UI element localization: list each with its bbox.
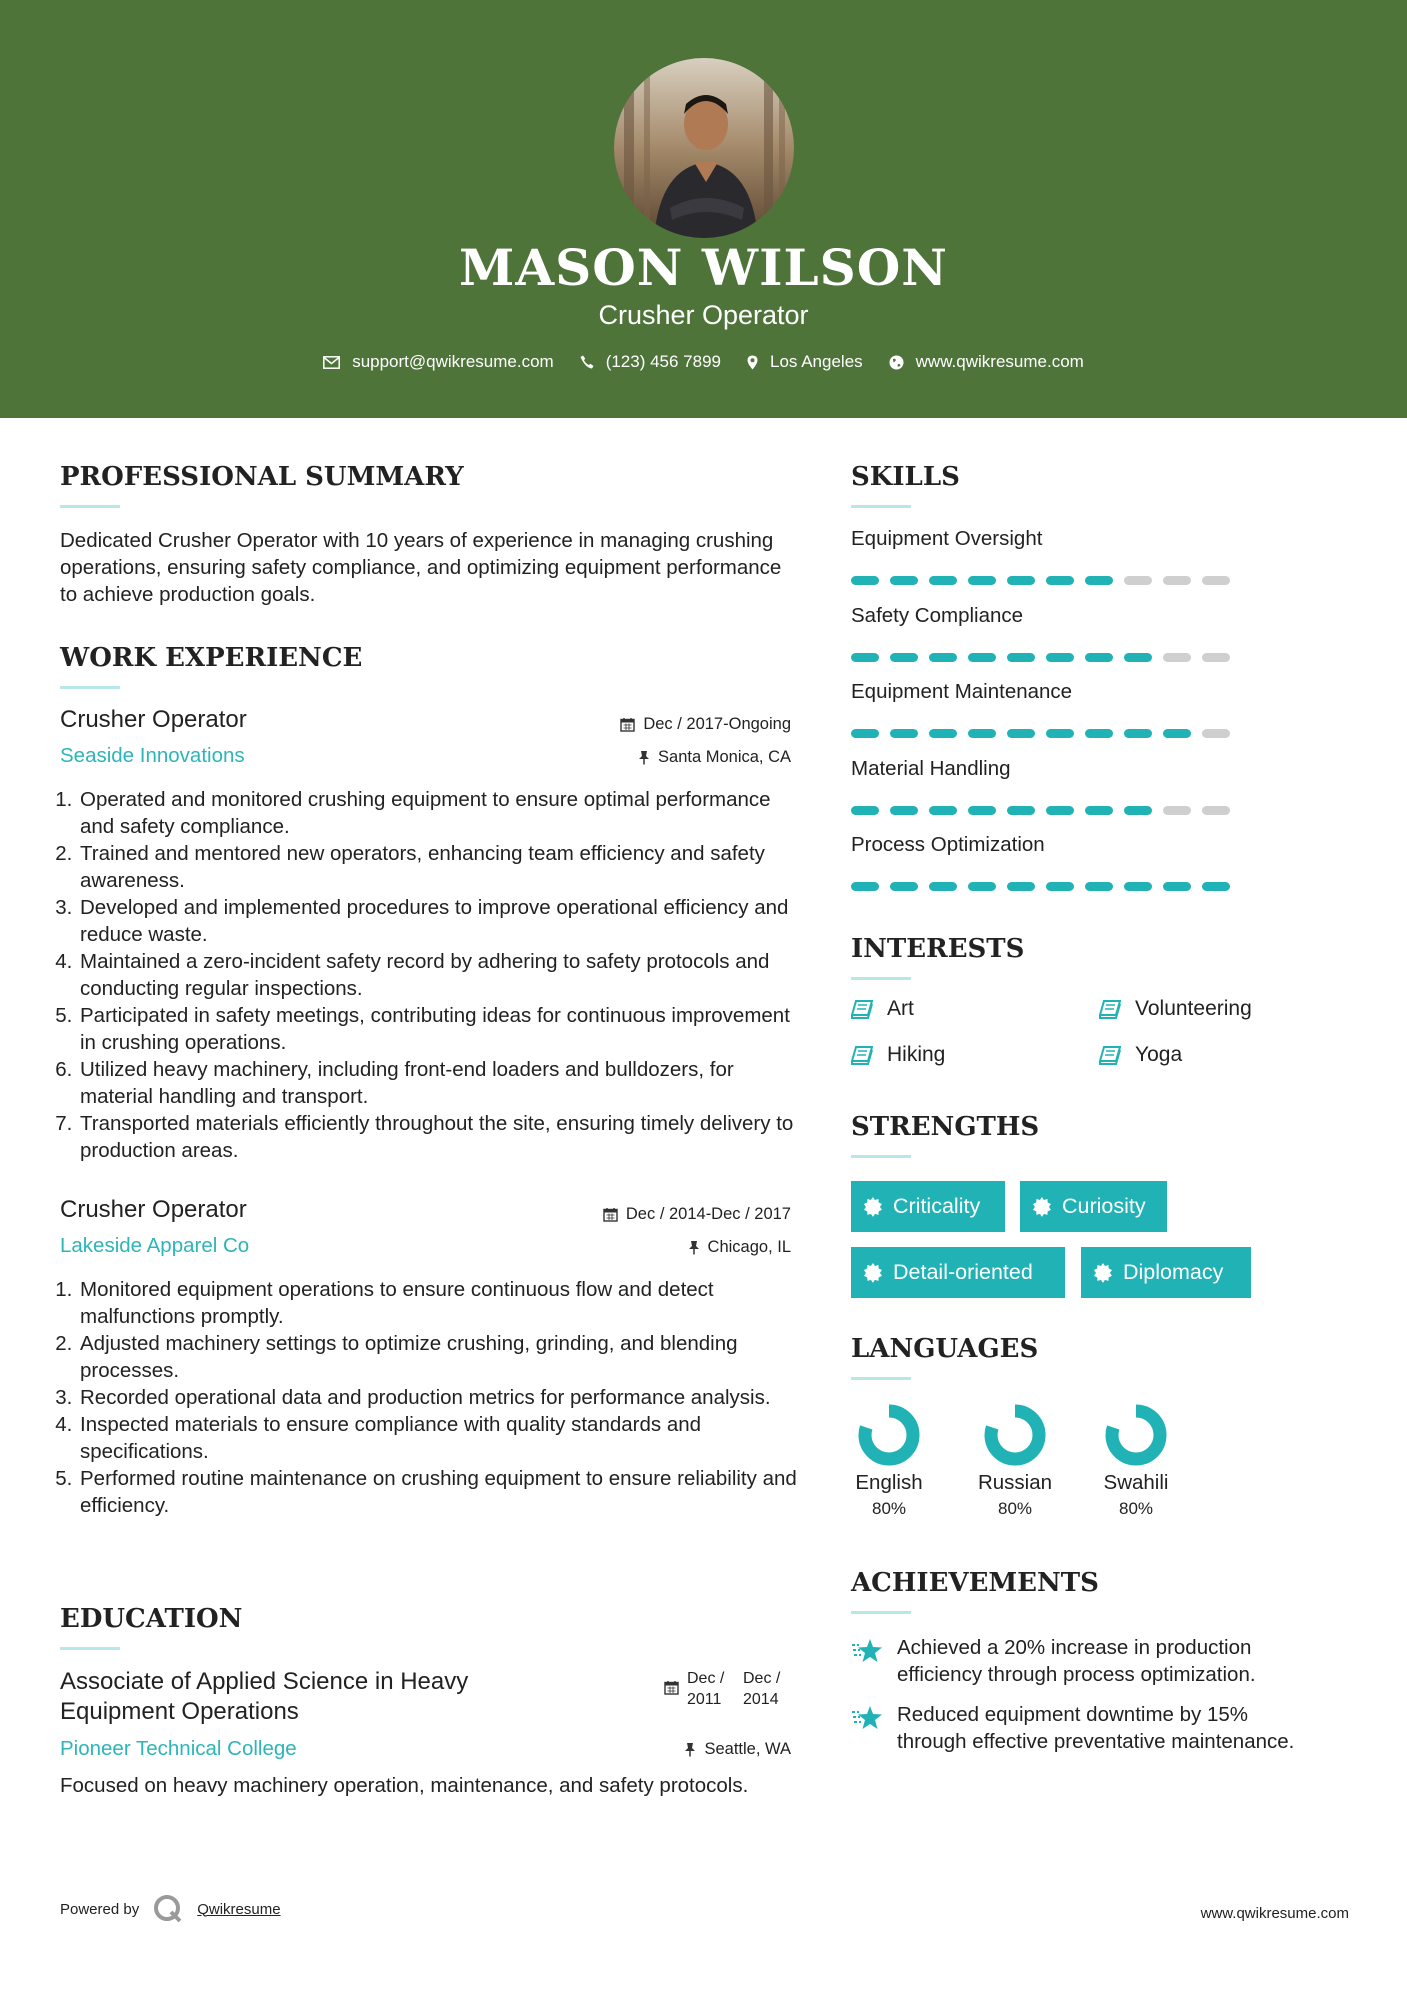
contact-website[interactable]	[889, 352, 1084, 372]
badge-icon	[1093, 1263, 1113, 1283]
skill-dot	[890, 729, 918, 738]
skill-dot	[1163, 882, 1191, 891]
list-item: 4. Inspected materials to ensure compliance with quality standards and specifications.	[78, 1411, 808, 1465]
contact-bar	[0, 352, 1407, 372]
star-icon	[851, 1638, 883, 1664]
job-1-title: Crusher Operator	[60, 706, 247, 733]
skill-dot	[890, 806, 918, 815]
pushpin-icon	[638, 750, 650, 765]
skill-dot	[890, 576, 918, 585]
strength-tag	[1081, 1247, 1251, 1298]
list-item: 5. Participated in safety meetings, contributing ideas for continuous improvement in crushing operations.	[78, 1002, 808, 1056]
strengths-rule	[851, 1155, 911, 1158]
skill-dot	[1163, 576, 1191, 585]
strength-label: Diplomacy	[1123, 1260, 1224, 1284]
language-ring-arc	[991, 1411, 1039, 1459]
skill-dot	[1046, 729, 1074, 738]
skill-dot	[929, 576, 957, 585]
skill-dot	[1202, 653, 1230, 662]
calendar-icon	[664, 1680, 679, 1695]
skill-dot	[851, 576, 879, 585]
skill-dot	[851, 653, 879, 662]
interests-rule	[851, 977, 911, 980]
skill-dot	[1046, 806, 1074, 815]
skill-dot	[1046, 653, 1074, 662]
education-location	[560, 1740, 791, 1759]
language-item	[1086, 1403, 1186, 1519]
job-1-location	[520, 748, 791, 767]
calendar-icon	[620, 717, 635, 732]
skill-dot	[1046, 576, 1074, 585]
education-heading: EDUCATION	[60, 1604, 243, 1634]
achievements-heading: ACHIEVEMENTS	[851, 1568, 1099, 1598]
interest-item-yoga	[1099, 1043, 1182, 1067]
skill-dot	[851, 806, 879, 815]
language-ring	[857, 1403, 921, 1467]
job-1-bullets	[48, 786, 808, 1164]
language-name: English	[855, 1471, 923, 1494]
interest-item-hiking	[851, 1043, 945, 1067]
language-name: Russian	[977, 1471, 1053, 1494]
education-school[interactable]: Pioneer Technical College	[60, 1737, 297, 1760]
skill-dot	[968, 653, 996, 662]
skills-heading: SKILLS	[851, 462, 960, 492]
skill-dot	[1007, 729, 1035, 738]
skill-label: Safety Compliance	[851, 603, 1024, 627]
list-item: 1. Operated and monitored crushing equipment to ensure optimal performance and safety compliance.	[78, 786, 808, 840]
list-item: 5. Performed routine maintenance on crushing equipment to ensure reliability and efficiency.	[78, 1465, 808, 1519]
envelope-icon	[323, 356, 340, 369]
list-item: 3. Recorded operational data and production metrics for performance analysis.	[78, 1384, 808, 1411]
list-item: 1. Monitored equipment operations to ensure continuous flow and detect malfunctions promptly.	[78, 1276, 808, 1330]
language-ring	[983, 1403, 1047, 1467]
skill-meter	[851, 576, 1230, 585]
phone-icon	[580, 355, 594, 369]
education-date-end: Dec / 2014	[743, 1670, 781, 1708]
badge-icon	[1032, 1197, 1052, 1217]
qwikresume-link[interactable]: Qwikresume	[197, 1900, 281, 1918]
skill-dot	[890, 653, 918, 662]
skill-dot	[1202, 882, 1230, 891]
skill-dot	[1124, 806, 1152, 815]
phone-text: (123) 456 7899	[605, 352, 722, 371]
job-2-company[interactable]: Lakeside Apparel Co	[60, 1234, 250, 1257]
skill-dot	[1007, 882, 1035, 891]
skill-dot	[929, 882, 957, 891]
book-icon	[851, 1000, 873, 1019]
experience-heading: WORK EXPERIENCE	[60, 643, 363, 673]
skill-label: Process Optimization	[851, 833, 1045, 856]
strength-label: Curiosity	[1062, 1194, 1146, 1218]
language-ring	[1104, 1403, 1168, 1467]
skill-meter	[851, 653, 1230, 662]
language-percent: 80%	[871, 1499, 907, 1518]
strength-tag	[851, 1181, 1005, 1232]
book-icon	[1099, 1000, 1121, 1019]
skill-dot	[1046, 882, 1074, 891]
interest-label: Yoga	[1135, 1043, 1183, 1066]
list-item: 2. Adjusted machinery settings to optimize crushing, grinding, and blending processes.	[78, 1330, 808, 1384]
interest-label: Hiking	[887, 1043, 946, 1066]
skill-meter	[851, 806, 1230, 815]
book-icon	[851, 1046, 873, 1065]
skill-dot	[1202, 729, 1230, 738]
skill-dot	[1085, 653, 1113, 662]
job-2-location-text: Chicago, IL	[707, 1238, 791, 1256]
skill-dot	[1007, 806, 1035, 815]
skill-dot	[1085, 882, 1113, 891]
globe-icon	[889, 355, 904, 370]
skill-dot	[968, 806, 996, 815]
resume-header	[0, 0, 1407, 418]
education-location-text: Seattle, WA	[704, 1740, 791, 1758]
languages-rule	[851, 1377, 911, 1380]
job-1-date-text: Dec / 2017-Ongoing	[643, 715, 791, 733]
skill-dot	[929, 653, 957, 662]
website-text: www.qwikresume.com	[915, 352, 1084, 371]
skill-dot	[1007, 576, 1035, 585]
skill-dot	[1202, 576, 1230, 585]
contact-email[interactable]	[323, 352, 554, 372]
skill-dot	[1124, 576, 1152, 585]
list-item: 2. Trained and mentored new operators, enhancing team efficiency and safety awareness.	[78, 840, 808, 894]
achievement-text: Achieved a 20% increase in production efficiency through process optimization.	[897, 1636, 1256, 1686]
skill-dot	[1007, 653, 1035, 662]
job-2-bullets	[48, 1276, 808, 1519]
strength-tag	[851, 1247, 1065, 1298]
skill-label: Equipment Oversight	[851, 527, 1043, 550]
language-ring-arc	[1112, 1411, 1160, 1459]
skill-dot	[1202, 806, 1230, 815]
strengths-heading: STRENGTHS	[851, 1112, 1040, 1142]
job-2-location	[520, 1238, 791, 1257]
location-text: Los Angeles	[770, 352, 863, 371]
language-item	[839, 1403, 939, 1519]
summary-heading: PROFESSIONAL SUMMARY	[60, 462, 464, 492]
map-pin-icon	[747, 355, 758, 370]
skill-dot	[1124, 729, 1152, 738]
job-2-date	[500, 1205, 791, 1224]
job-2-date-text: Dec / 2014-Dec / 2017	[625, 1205, 791, 1223]
skill-label: Equipment Maintenance	[851, 680, 1073, 703]
skill-dot	[929, 729, 957, 738]
achievement-item	[851, 1701, 1311, 1755]
skill-dot	[1124, 653, 1152, 662]
education-rule	[60, 1647, 120, 1650]
skill-dot	[851, 729, 879, 738]
badge-icon	[863, 1197, 883, 1217]
skill-dot	[1163, 806, 1191, 815]
education-dates	[640, 1668, 791, 1710]
calendar-icon	[603, 1207, 618, 1222]
education-degree: Associate of Applied Science in Heavy Equipment Operations	[60, 1668, 469, 1725]
skill-dot	[1124, 882, 1152, 891]
interests-heading: INTERESTS	[851, 934, 1025, 964]
contact-phone[interactable]	[580, 352, 721, 372]
skill-dot	[851, 882, 879, 891]
skill-dot	[929, 806, 957, 815]
profile-photo	[614, 58, 794, 238]
skill-dot	[890, 882, 918, 891]
skill-meter	[851, 729, 1230, 738]
book-icon	[1099, 1046, 1121, 1065]
skills-rule	[851, 505, 911, 508]
language-ring-arc	[865, 1411, 913, 1459]
skill-label: Material Handling	[851, 756, 1011, 780]
pushpin-icon	[688, 1240, 700, 1255]
footer-website[interactable]: www.qwikresume.com	[1200, 1905, 1349, 1922]
language-item	[965, 1403, 1065, 1519]
qwikresume-logo-icon	[153, 1894, 183, 1924]
summary-rule	[60, 505, 120, 508]
achievement-text: Reduced equipment downtime by 15% through effective preventative maintenance.	[897, 1703, 1295, 1753]
skill-dot	[968, 729, 996, 738]
skill-dot	[968, 882, 996, 891]
experience-rule	[60, 686, 120, 689]
candidate-title: Crusher Operator	[598, 300, 809, 330]
achievement-item	[851, 1634, 1331, 1688]
education-date-start: Dec / 2011	[687, 1670, 725, 1708]
achievements-rule	[851, 1611, 911, 1614]
skill-dot	[1085, 806, 1113, 815]
job-1-location-text: Santa Monica, CA	[658, 748, 791, 766]
powered-by-text: Powered by	[60, 1900, 140, 1918]
interest-label: Art	[887, 997, 914, 1020]
candidate-name: MASON WILSON	[459, 238, 948, 297]
contact-location	[747, 352, 863, 372]
strength-label: Detail-oriented	[893, 1260, 1033, 1284]
job-1-company[interactable]: Seaside Innovations	[60, 744, 245, 767]
language-percent: 80%	[1118, 1499, 1154, 1518]
skill-dot	[1163, 653, 1191, 662]
footer-powered-by	[60, 1894, 281, 1924]
interest-label: Volunteering	[1135, 997, 1252, 1020]
skill-dot	[1085, 729, 1113, 738]
education-description: Focused on heavy machinery operation, maintenance, and safety protocols.	[60, 1774, 749, 1797]
languages-heading: LANGUAGES	[851, 1334, 1039, 1364]
language-name: Swahili	[1103, 1471, 1169, 1494]
job-2-title: Crusher Operator	[60, 1196, 247, 1223]
star-icon	[851, 1705, 883, 1731]
list-item: 6. Utilized heavy machinery, including front-end loaders and bulldozers, for material handling and transport.	[78, 1056, 808, 1110]
email-text: support@qwikresume.com	[352, 352, 554, 371]
summary-text: Dedicated Crusher Operator with 10 years of experience in managing crushing operations, ensuring safety compliance, and optimizing equipment performance to achieve production goals.	[60, 529, 782, 606]
strength-label: Criticality	[893, 1194, 981, 1218]
pushpin-icon	[684, 1742, 696, 1757]
interest-item-volunteering	[1099, 997, 1252, 1021]
skill-dot	[1163, 729, 1191, 738]
list-item: 7. Transported materials efficiently throughout the site, ensuring timely delivery to production areas.	[78, 1110, 808, 1164]
strength-tag	[1020, 1181, 1167, 1232]
interest-item-art	[851, 997, 914, 1021]
skill-meter	[851, 882, 1230, 891]
list-item: 4. Maintained a zero-incident safety record by adhering to safety protocols and conducting regular inspections.	[78, 948, 808, 1002]
job-1-date	[520, 715, 791, 734]
language-percent: 80%	[997, 1499, 1033, 1518]
skill-dot	[968, 576, 996, 585]
list-item: 3. Developed and implemented procedures to improve operational efficiency and reduce waste.	[78, 894, 808, 948]
skill-dot	[1085, 576, 1113, 585]
badge-icon	[863, 1263, 883, 1283]
